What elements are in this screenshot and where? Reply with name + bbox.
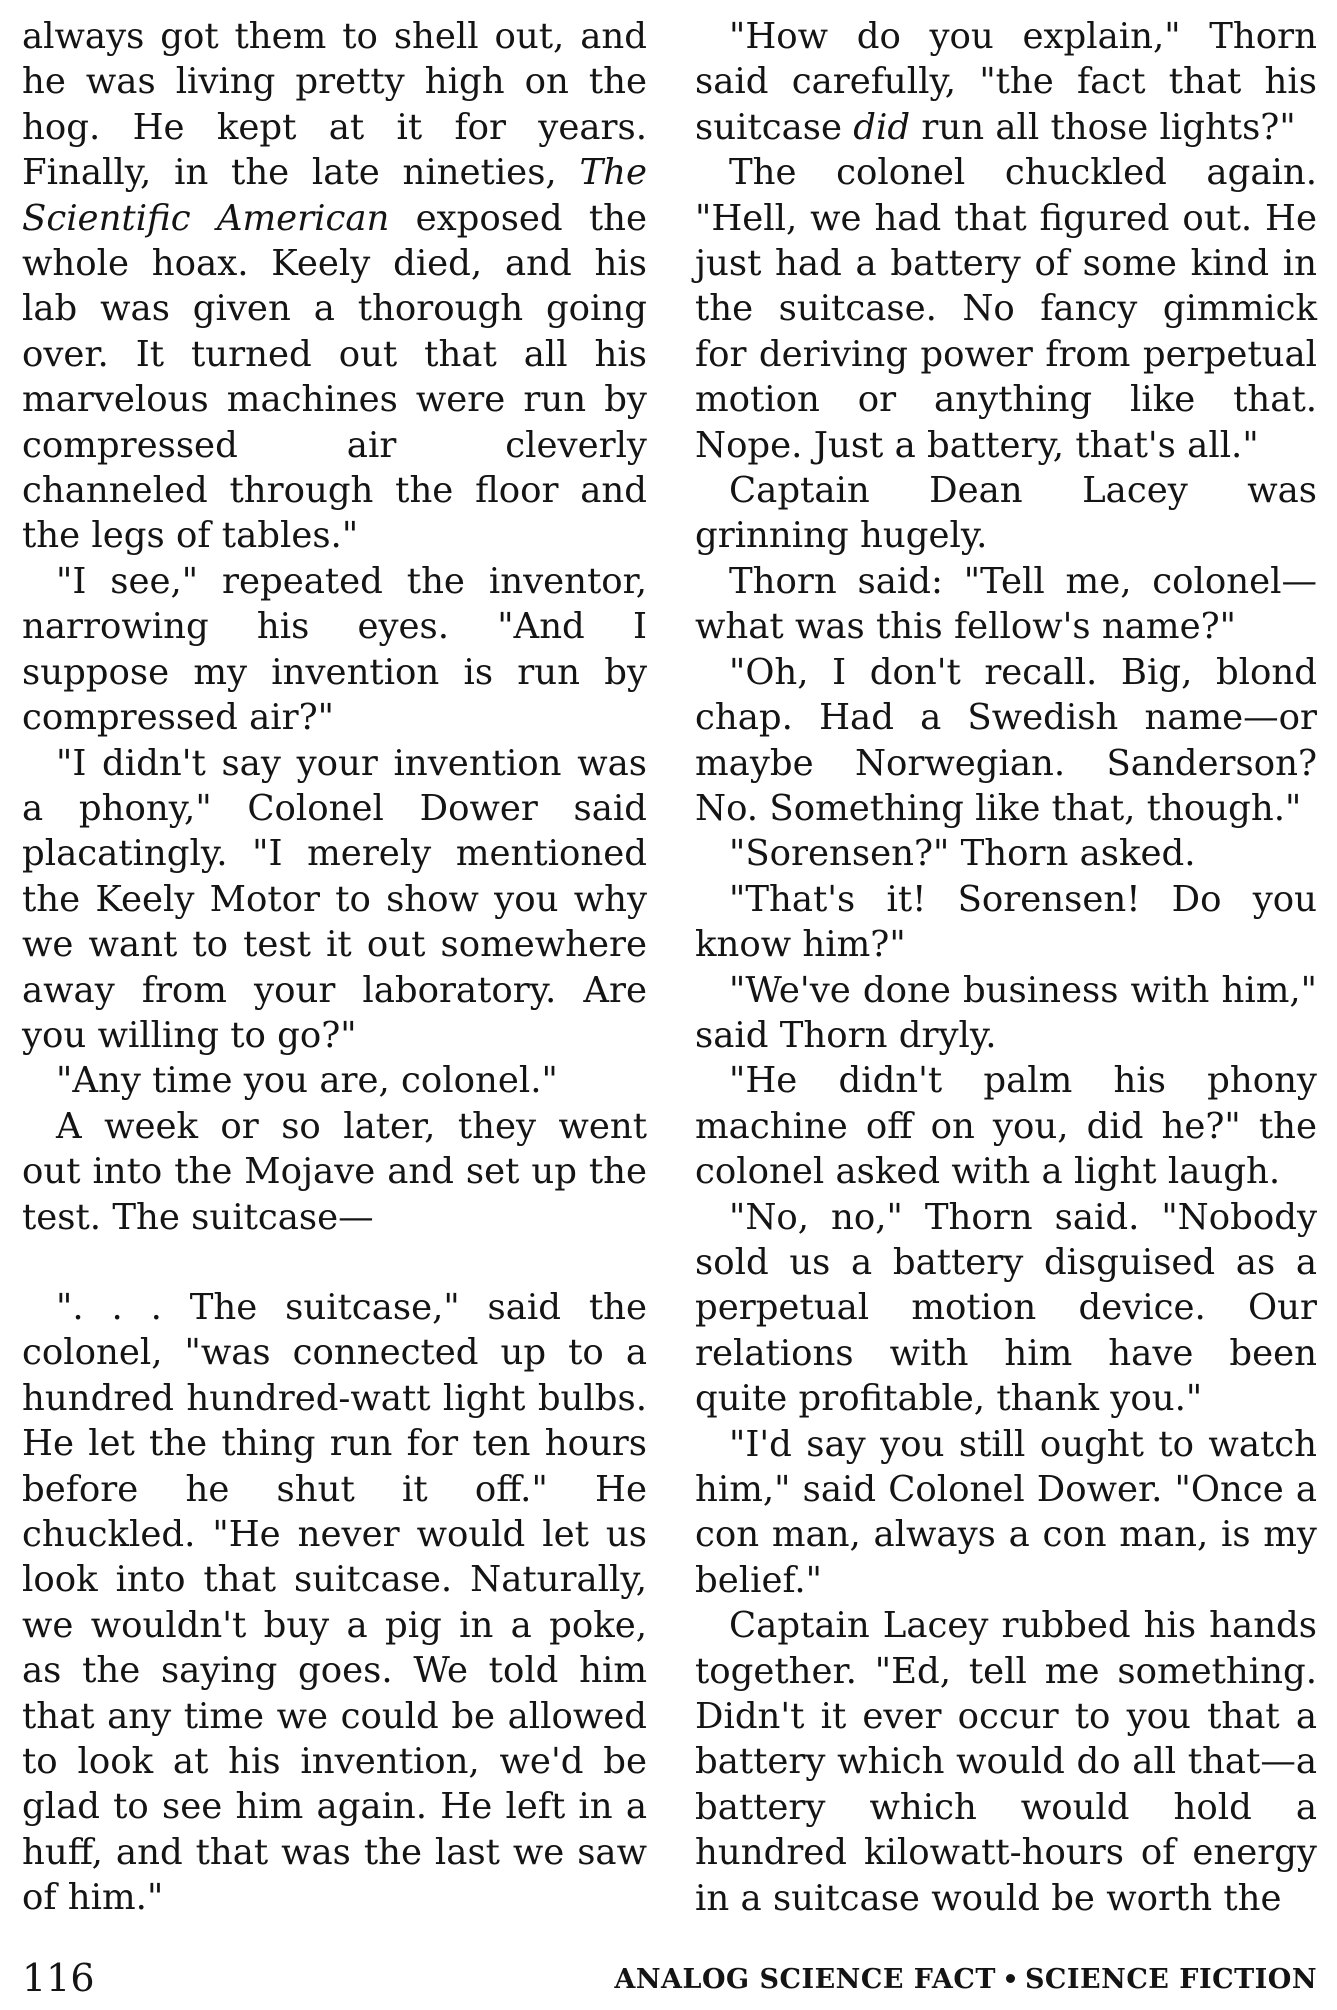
paragraph: "I'd say you still ought to watch him," said Colonel Dower. "Once a con man, always a con man, is my belief." [695,1423,1317,1601]
bullet-separator-icon [1006,1974,1015,1983]
paragraph: "Sorensen?" Thorn asked. [729,833,1196,875]
paragraph: "Oh, I don't recall. Big, blond chap. Had a Swedish name—or maybe Norwegian. Sanderson? No. Something like that, though." [695,651,1317,829]
paragraph: ". . . The suitcase," said the colonel, "was connected up to a hundred hundred-watt light bulbs. He let the thing run for ten hours before he shut it off." He chuckled. "He never would let us look into that suitcase. Naturally, we wouldn't buy a pig in a poke, as the saying goes. We told him that any time we could be allowed to look at his invention, we'd be glad to see him again. He left in a huff, and that was the last we saw of him." [22,1286,647,1919]
emphasis-italic: did [853,106,911,148]
paragraph [695,14,1317,150]
page-footer [22,1953,1317,2003]
paragraph-text: exposed the whole hoax. Keely died, and his lab was given a thorough going over. It turned out that all his marvelous machines were run by compressed air cleverly channeled through the floor and the legs of tables." [22,197,647,557]
paragraph: The colonel chuckled again. "Hell, we had that figured out. He just had a battery of some kind in the suitcase. No fancy gimmick for deriving power from perpetual motion or anything like that. Nope. Just a battery, that's all." [695,152,1317,466]
paragraph-text: always got them to shell out, and he was living pretty high on the hog. He kept at it for years. Finally, in the late nineties, [22,16,647,194]
paragraph: "I didn't say your invention was a phony," Colonel Dower said placatingly. "I merely mentioned the Keely Motor to show you why we want to test it out somewhere away from your laboratory. Are you willing to go?" [22,742,647,1056]
paragraph: "That's it! Sorensen! Do you know him?" [695,878,1317,966]
magazine-title-italic: The Scientific American [22,152,647,239]
running-head-left: ANALOG SCIENCE FACT [614,1964,996,1995]
paragraph: "He didn't palm his phony machine off on you, did he?" the colonel asked with a light laugh. [695,1060,1317,1193]
paragraph: Thorn said: "Tell me, colonel—what was this fellow's name?" [695,560,1317,648]
paragraph: "I see," repeated the inventor, narrowing his eyes. "And I suppose my invention is run by compressed air?" [22,560,647,739]
paragraph: "We've done business with him," said Thorn dryly. [695,969,1317,1056]
left-column [22,14,647,1921]
paragraph [22,14,647,559]
paragraph: "Any time you are, colonel." [56,1060,558,1102]
paragraph: Captain Dean Lacey was grinning hugely. [695,470,1317,557]
paragraph: "No, no," Thorn said. "Nobody sold us a battery disguised as a perpetual motion device. Our relations with him have been quite profitable, thank you." [695,1196,1317,1420]
running-head-right: SCIENCE FICTION [1024,1964,1317,1995]
paragraph-text: run all those lights?" [910,106,1296,148]
paragraph: A week or so later, they went out into the Mojave and set up the test. The suitcase— [22,1105,647,1238]
right-column [695,14,1317,1921]
paragraph: Captain Lacey rubbed his hands together. "Ed, tell me something. Didn't it ever occur to you that a battery which would do all that—a battery which would hold a hundred kilowatt-hours of energy in a suitcase would be worth the [695,1605,1317,1919]
running-head [614,1957,1317,2003]
page-number: 116 [22,1956,95,2000]
paragraph-text: "How do you explain," Thorn said carefully, "the fact that his suitcase [695,16,1317,148]
